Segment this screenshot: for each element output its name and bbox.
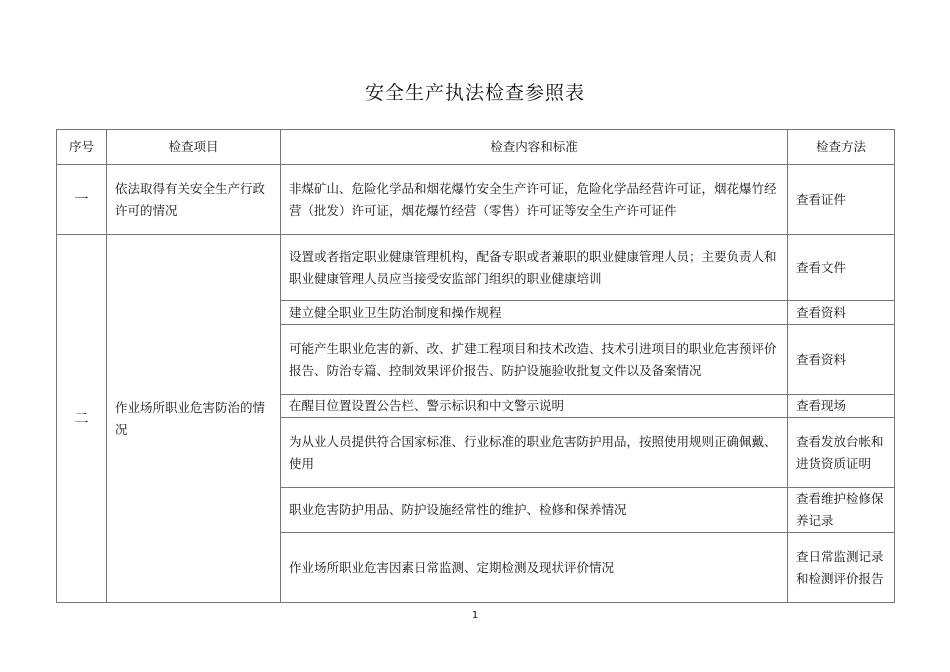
table-header-row (57, 130, 895, 165)
header-item: 检查项目 (107, 130, 281, 165)
row-method: 查看现场 (788, 395, 895, 418)
row-method: 查日常监测记录和检测评价报告 (788, 533, 895, 603)
row-method: 查看资料 (788, 301, 895, 325)
header-no: 序号 (57, 130, 107, 165)
header-content: 检查内容和标准 (281, 130, 788, 165)
row-content: 非煤矿山、危险化学品和烟花爆竹安全生产许可证，危险化学品经营许可证，烟花爆竹经营（批发）许可证，烟花爆竹经营（零售）许可证等安全生产许可证件 (281, 165, 788, 235)
row-content: 作业场所职业危害因素日常监测、定期检测及现状评价情况 (281, 533, 788, 603)
page-number: 1 (471, 610, 479, 621)
row-method: 查看文件 (788, 235, 895, 301)
section-item: 依法取得有关安全生产行政许可的情况 (107, 165, 281, 235)
row-method: 查看发放台帐和进货资质证明 (788, 418, 895, 488)
row-method: 查看证件 (788, 165, 895, 235)
section-item: 作业场所职业危害防治的情况 (107, 235, 281, 603)
table-row (57, 235, 895, 301)
inspection-table (56, 129, 895, 603)
page-title: 安全生产执法检查参照表 (364, 82, 585, 104)
table-row (57, 165, 895, 235)
row-content: 为从业人员提供符合国家标准、行业标准的职业危害防护用品，按照使用规则正确佩戴、使用 (281, 418, 788, 488)
row-method: 查看资料 (788, 325, 895, 395)
row-content: 在醒目位置设置公告栏、警示标识和中文警示说明 (281, 395, 788, 418)
row-content: 设置或者指定职业健康管理机构，配备专职或者兼职的职业健康管理人员；主要负责人和职业健康管理人员应当接受安监部门组织的职业健康培训 (281, 235, 788, 301)
row-content: 职业危害防护用品、防护设施经常性的维护、检修和保养情况 (281, 488, 788, 533)
section-number: 二 (57, 235, 107, 603)
row-method: 查看维护检修保养记录 (788, 488, 895, 533)
row-content: 建立健全职业卫生防治制度和操作规程 (281, 301, 788, 325)
section-number: 一 (57, 165, 107, 235)
header-method: 检查方法 (788, 130, 895, 165)
row-content: 可能产生职业危害的新、改、扩建工程项目和技术改造、技术引进项目的职业危害预评价报告、防治专篇、控制效果评价报告、防护设施验收批复文件以及备案情况 (281, 325, 788, 395)
